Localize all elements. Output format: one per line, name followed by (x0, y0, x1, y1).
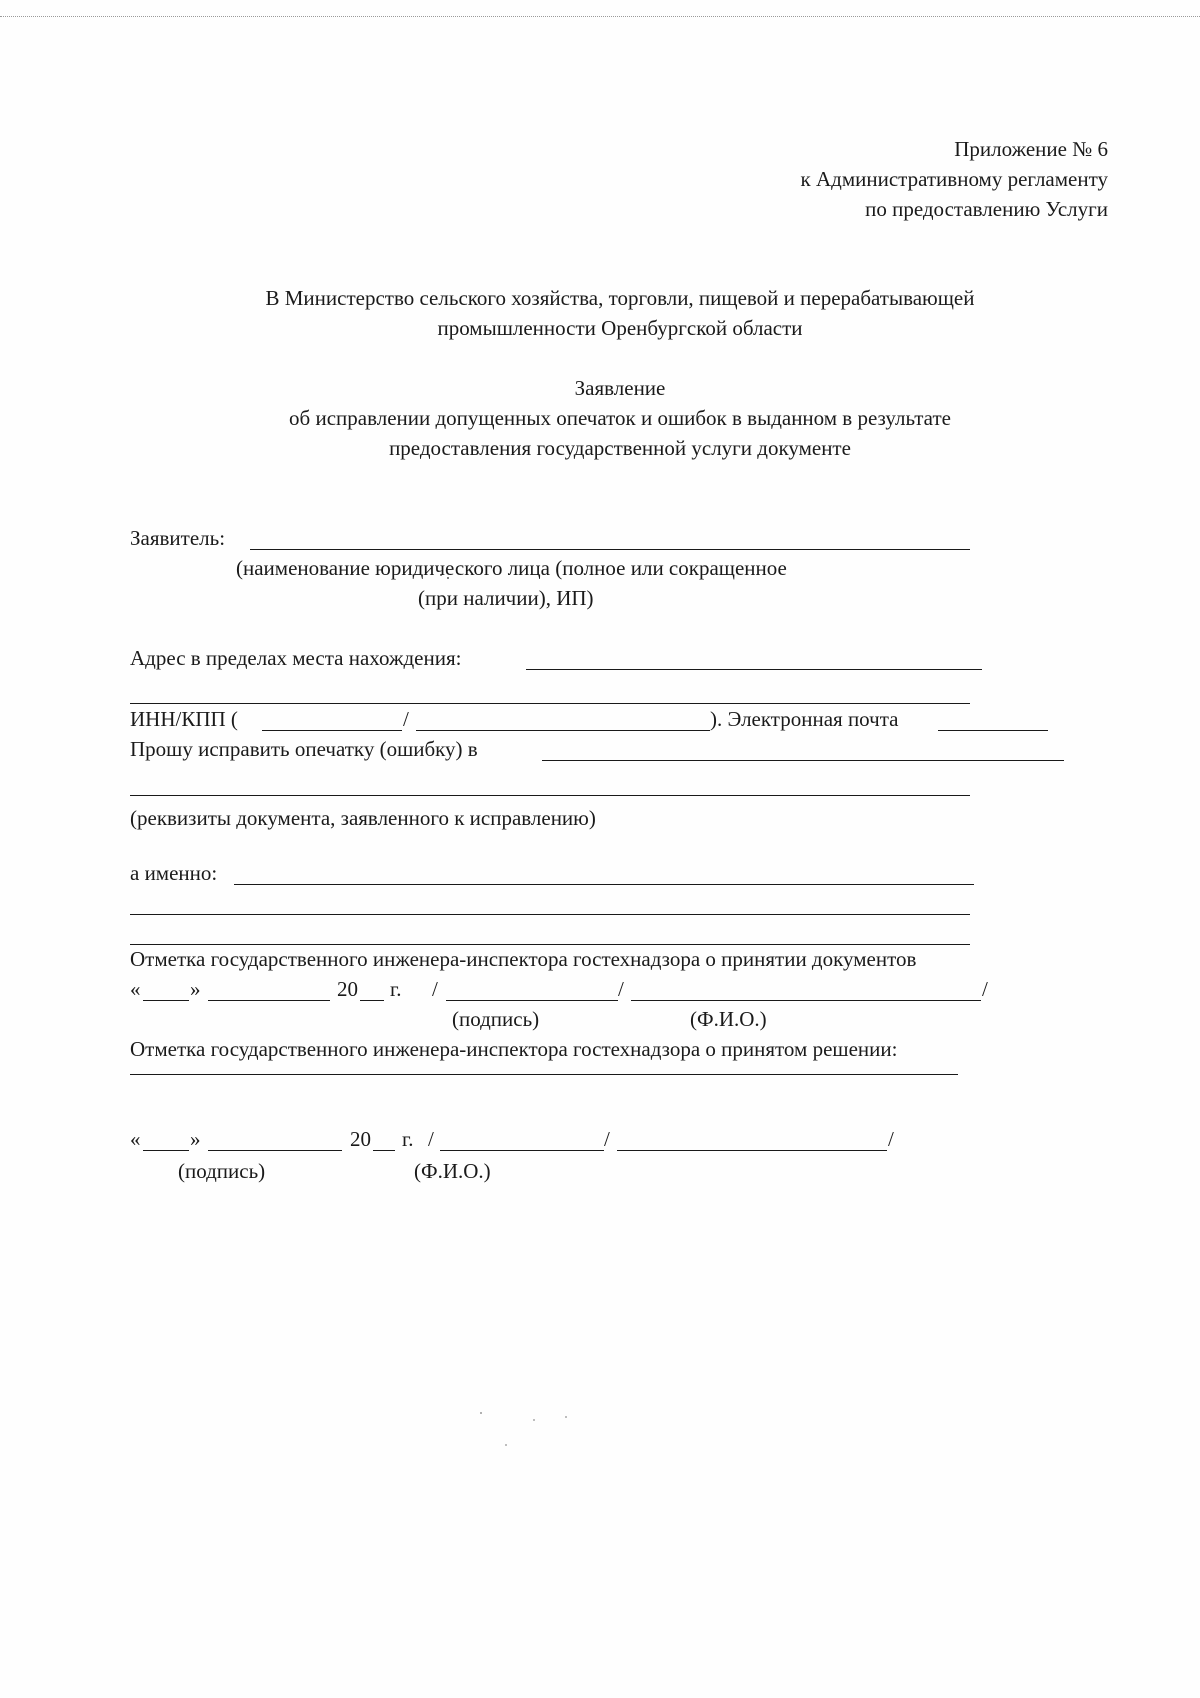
namely-label: а именно: (130, 861, 218, 885)
decision-year-suffix: г. (402, 1127, 414, 1151)
kpp-field[interactable] (416, 730, 710, 731)
correction-field-2[interactable] (130, 795, 970, 796)
acceptance-year-prefix: 20 (337, 977, 358, 1001)
acceptance-month-field[interactable] (208, 1000, 330, 1001)
acceptance-signature-field[interactable] (446, 1000, 618, 1001)
inn-kpp-label: ИНН/КПП ( (130, 707, 238, 731)
appendix-reference: к Административному регламенту (800, 167, 1108, 191)
decision-slash-3: / (888, 1127, 894, 1151)
document-subtitle-1: об исправлении допущенных опечаток и ошибок в выданном в результате (289, 406, 951, 430)
applicant-hint-1: (наименование юридического лица (полное или сокращенное (236, 556, 787, 580)
address-label: Адрес в пределах места нахождения: (130, 646, 462, 670)
scan-speck (565, 1416, 567, 1418)
document-subtitle-2: предоставления государственной услуги документе (389, 436, 851, 460)
scan-speck (533, 1419, 535, 1421)
document-title: Заявление (574, 376, 666, 400)
appendix-number: Приложение № 6 (954, 137, 1108, 161)
acceptance-name-field[interactable] (631, 1000, 981, 1001)
decision-month-field[interactable] (208, 1150, 342, 1151)
address-field-2[interactable] (130, 703, 970, 704)
namely-field-3[interactable] (130, 944, 970, 945)
acceptance-year-field[interactable] (360, 1000, 384, 1001)
email-label: ). Электронная почта (710, 707, 899, 731)
decision-signature-hint: (подпись) (178, 1159, 266, 1183)
applicant-label: Заявитель: (130, 526, 226, 550)
addressee-line-2: промышленности Оренбургской области (437, 316, 803, 340)
correction-label: Прошу исправить опечатку (ошибку) в (130, 737, 478, 761)
acceptance-quote-open: « (130, 977, 141, 1001)
address-field-1[interactable] (526, 669, 982, 670)
decision-quote-open: « (130, 1127, 141, 1151)
decision-year-field[interactable] (373, 1150, 395, 1151)
scan-speck (505, 1444, 507, 1446)
acceptance-signature-hint: (подпись) (452, 1007, 540, 1031)
namely-field-2[interactable] (130, 914, 970, 915)
scan-speck (480, 1412, 482, 1414)
inn-field[interactable] (262, 730, 402, 731)
decision-name-hint: (Ф.И.О.) (414, 1159, 491, 1183)
addressee-line-1: В Министерство сельского хозяйства, торговли, пищевой и перерабатывающей (265, 286, 975, 310)
decision-field[interactable] (130, 1074, 958, 1075)
correction-field-1[interactable] (542, 760, 1064, 761)
acceptance-slash-3: / (982, 977, 988, 1001)
acceptance-name-hint: (Ф.И.О.) (690, 1007, 767, 1031)
scan-top-edge (0, 16, 1200, 18)
decision-name-field[interactable] (617, 1150, 887, 1151)
decision-slash-2: / (604, 1127, 610, 1151)
acceptance-year-suffix: г. (390, 977, 402, 1001)
acceptance-quote-close: » (190, 977, 201, 1001)
correction-hint: (реквизиты документа, заявленного к исправлению) (130, 806, 596, 830)
decision-quote-close: » (190, 1127, 201, 1151)
decision-day-field[interactable] (143, 1150, 189, 1151)
acceptance-slash-2: / (618, 977, 624, 1001)
decision-signature-field[interactable] (440, 1150, 604, 1151)
decision-slash-1: / (428, 1127, 434, 1151)
applicant-hint-2: (при наличии), ИП) (418, 586, 594, 610)
appendix-service: по предоставлению Услуги (865, 197, 1108, 221)
acceptance-slash-1: / (432, 977, 438, 1001)
email-field[interactable] (938, 730, 1048, 731)
applicant-field[interactable] (250, 549, 970, 550)
inn-kpp-separator: / (403, 707, 409, 731)
acceptance-label: Отметка государственного инженера-инспектора гостехнадзора о принятии документов (130, 947, 917, 971)
decision-year-prefix: 20 (350, 1127, 371, 1151)
namely-field-1[interactable] (234, 884, 974, 885)
acceptance-day-field[interactable] (143, 1000, 189, 1001)
decision-label: Отметка государственного инженера-инспектора гостехнадзора о принятом решении: (130, 1037, 898, 1061)
